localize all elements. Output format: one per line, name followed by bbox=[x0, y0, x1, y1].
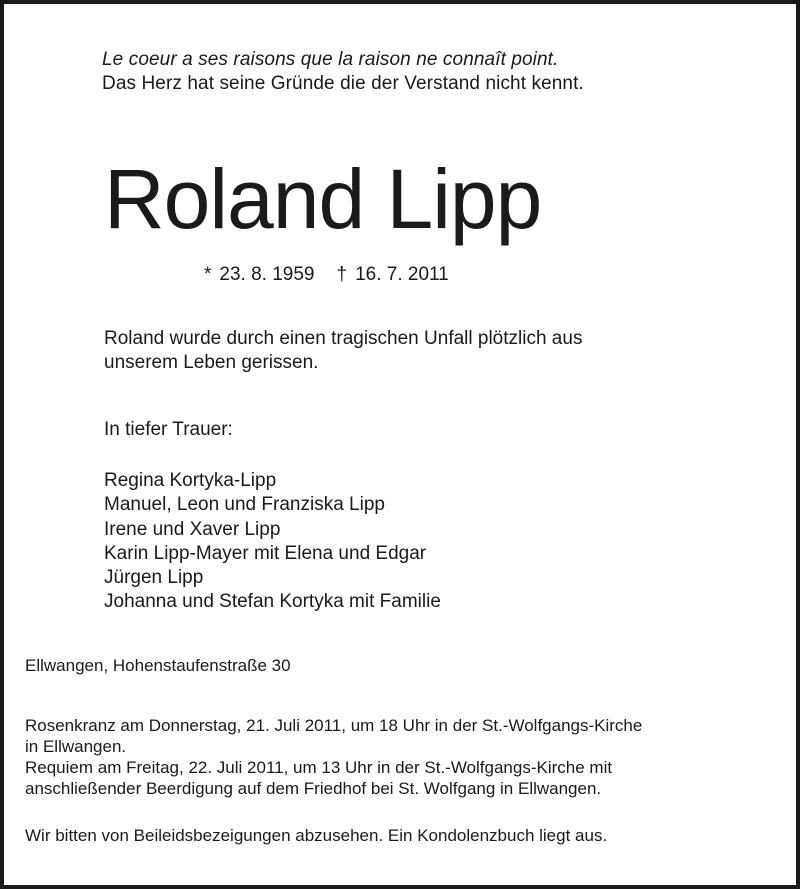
mourner: Regina Kortyka-Lipp bbox=[104, 470, 277, 491]
intro-line: Roland wurde durch einen tragischen Unfall plötzlich aus bbox=[104, 328, 583, 349]
service-line: Rosenkranz am Donnerstag, 21. Juli 2011, um 18 Uhr in der St.-Wolfgangs-Kirche bbox=[25, 716, 643, 735]
deceased-name: Roland Lipp bbox=[104, 152, 542, 246]
mourner: Manuel, Leon und Franziska Lipp bbox=[104, 494, 385, 516]
death-symbol: † bbox=[336, 264, 348, 285]
birth-symbol: * bbox=[204, 264, 212, 285]
intro-message bbox=[104, 327, 582, 375]
intro-line: unserem Leben gerissen. bbox=[104, 352, 319, 373]
service-line: anschließender Beerdigung auf dem Friedhof bei St. Wolfgang in Ellwangen. bbox=[25, 779, 602, 798]
closing-note: Wir bitten von Beileidsbezeigungen abzusehen. Ein Kondolenzbuch liegt aus. bbox=[25, 826, 608, 845]
mourners-list bbox=[104, 469, 441, 615]
address: Ellwangen, Hohenstaufenstraße 30 bbox=[25, 656, 291, 675]
service-details bbox=[25, 715, 642, 799]
service-line: Requiem am Freitag, 22. Juli 2011, um 13 Uhr in der St.-Wolfgangs-Kirche mit bbox=[25, 758, 613, 777]
mourner: Karin Lipp-Mayer mit Elena und Edgar bbox=[104, 542, 427, 564]
motto bbox=[102, 48, 584, 96]
life-dates bbox=[204, 263, 449, 287]
service-line: in Ellwangen. bbox=[25, 737, 127, 756]
mourner: Jürgen Lipp bbox=[104, 567, 204, 589]
motto-french: Le coeur a ses raisons que la raison ne connaît point. bbox=[102, 49, 559, 70]
motto-german: Das Herz hat seine Gründe die der Verstand nicht kennt. bbox=[102, 73, 584, 94]
mourner: Irene und Xaver Lipp bbox=[104, 518, 281, 540]
mourner: Johanna und Stefan Kortyka mit Familie bbox=[104, 591, 441, 613]
birth-date: 23. 8. 1959 bbox=[219, 264, 315, 285]
death-date: 16. 7. 2011 bbox=[355, 264, 449, 285]
mourning-label: In tiefer Trauer: bbox=[104, 419, 233, 440]
